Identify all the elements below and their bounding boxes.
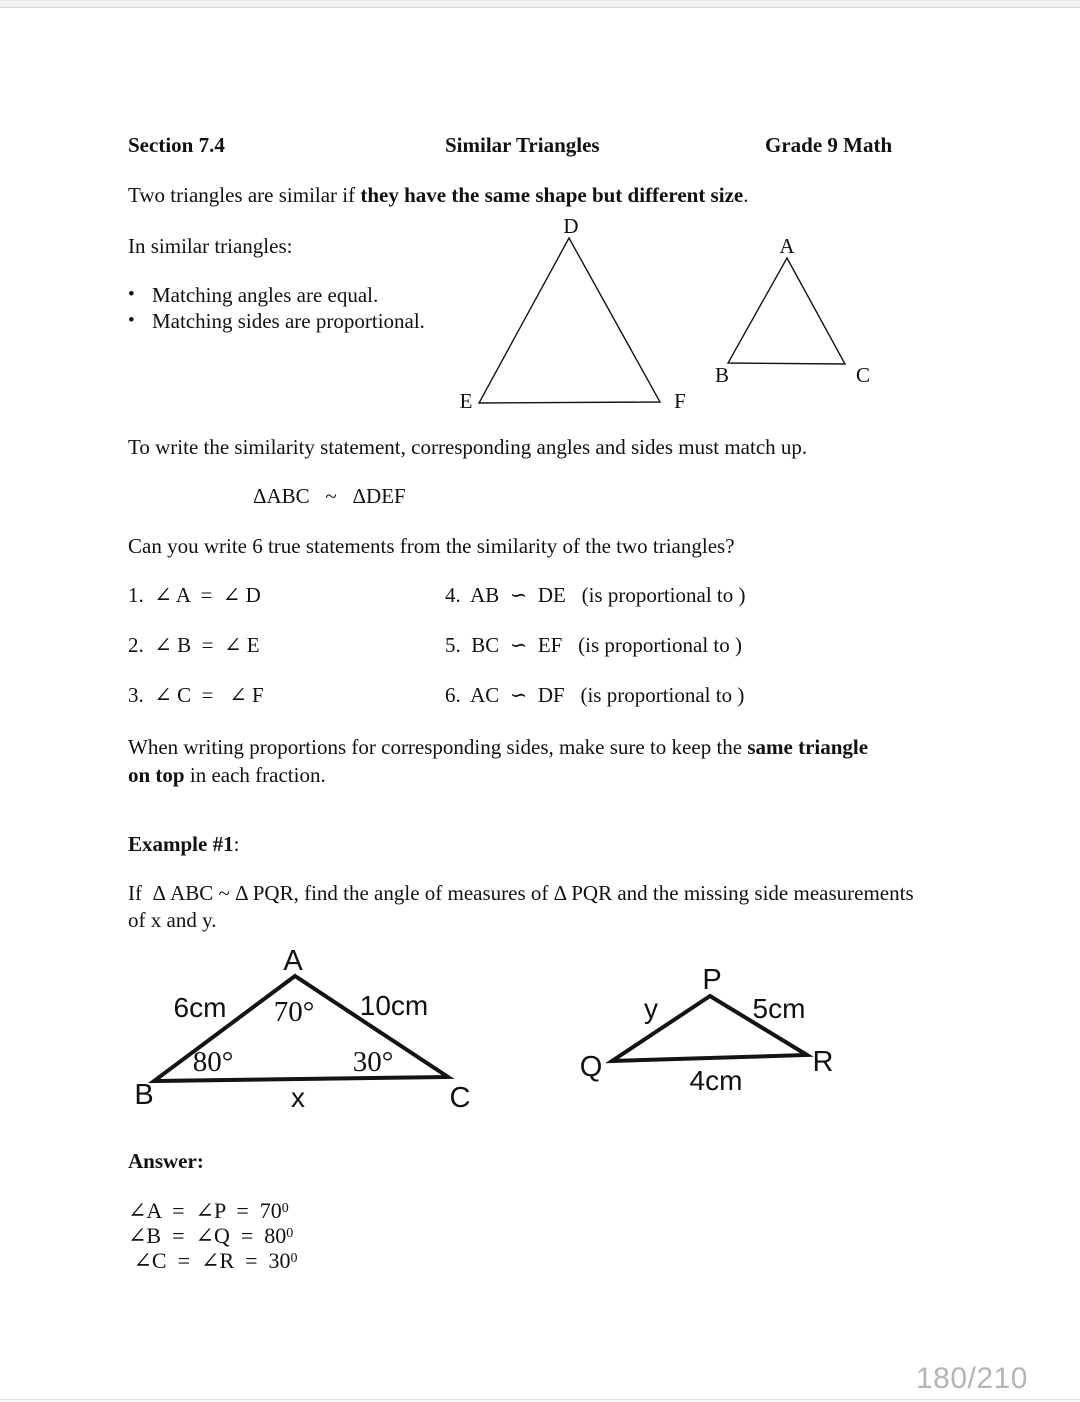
statement-5: 5. BC ∽ EF (is proportional to ) (445, 633, 743, 657)
example-heading-bold: Example #1 (128, 832, 234, 856)
statement-1: 1. ∠ A = ∠ D (128, 583, 261, 607)
answer-line-3-sup: 0 (290, 1251, 298, 1266)
bullet-text: Matching angles are equal. (152, 283, 379, 307)
vertex-label-q: Q (579, 1051, 603, 1083)
angle-label-b: 80° (192, 1046, 234, 1078)
statement-6: 6. AC ∽ DF (is proportional to ) (445, 683, 745, 707)
note-pre: When writing proportions for corresponding sides, make sure to keep the (128, 735, 748, 759)
similarity-question: Can you write 6 true statements from the similarity of the two triangles? (128, 534, 735, 558)
vertex-label-c: C (855, 363, 871, 387)
answer-line-3 (128, 1248, 298, 1273)
side-label-bc-x: x (291, 1082, 305, 1113)
statement-4: 4. AB ∽ DE (is proportional to ) (445, 583, 746, 607)
example-heading-colon: : (233, 832, 240, 856)
bullet-icon: • (128, 310, 135, 331)
example-triangle-pqr (558, 948, 868, 1103)
answer-line-2-body: ∠B = ∠Q = 80 (128, 1223, 287, 1248)
vertex-label-b: B (134, 1079, 154, 1111)
bullet-list (128, 282, 425, 334)
statement-2: 2. ∠ B = ∠ E (128, 633, 260, 657)
answer-line-1-sup: 0 (281, 1201, 289, 1216)
vertex-label-r: R (812, 1046, 834, 1078)
answer-line-1 (128, 1198, 289, 1223)
list-item (128, 282, 425, 308)
angle-label-a: 70° (273, 996, 315, 1028)
side-label-pr: 5cm (752, 993, 806, 1024)
answer-line-2 (128, 1223, 293, 1248)
answer-heading: Answer: (128, 1149, 204, 1173)
side-label-qp-y: y (644, 993, 658, 1024)
intro-sentence (128, 182, 748, 208)
example-body-line2: of x and y. (128, 908, 217, 932)
vertex-label-a: A (283, 945, 303, 977)
side-label-ab: 6cm (173, 992, 227, 1023)
note-post: in each fraction. (184, 763, 326, 787)
vertex-label-p: P (702, 964, 722, 996)
example-body (128, 880, 1008, 934)
answer-line-1-body: ∠A = ∠P = 70 (128, 1198, 282, 1223)
vertex-label-b: B (714, 363, 730, 387)
side-label-ac: 10cm (359, 990, 429, 1021)
similarity-statement: ΔABC ~ ΔDEF (253, 484, 406, 508)
vertex-label-c: C (449, 1082, 471, 1114)
page-title: Similar Triangles (445, 133, 600, 157)
answer-line-2-sup: 0 (286, 1226, 294, 1241)
example-triangle-abc (118, 943, 493, 1118)
similar-triangles-diagram (440, 210, 900, 415)
example-heading (128, 831, 239, 857)
proportion-note (128, 733, 958, 789)
intro-sentence-bold: they have the same shape but different size (360, 183, 744, 207)
vertex-label-f: F (674, 389, 686, 413)
page-indicator: 180/210 (916, 1362, 1028, 1395)
header-section-number: Section 7.4 (128, 133, 225, 157)
intro-lead: In similar triangles: (128, 234, 293, 258)
statement-3: 3. ∠ C = ∠ F (128, 683, 264, 707)
note-bold-1: same triangle (747, 735, 869, 759)
header-course: Grade 9 Math (765, 133, 893, 157)
bullet-text: Matching sides are proportional. (152, 309, 425, 333)
intro-sentence-pre: Two triangles are similar if (128, 183, 361, 207)
vertex-label-e: E (459, 389, 473, 413)
intro-sentence-post: . (743, 183, 749, 207)
similarity-instruction: To write the similarity statement, corresponding angles and sides must match up. (128, 435, 808, 459)
side-label-qr: 4cm (689, 1065, 743, 1096)
page-separator-top (0, 0, 1080, 8)
vertex-label-a: A (779, 234, 795, 258)
note-bold-2: on top (128, 763, 185, 787)
answer-line-3-body: ∠C = ∠R = 30 (128, 1248, 291, 1273)
vertex-label-d: D (563, 214, 579, 238)
bullet-icon: • (128, 284, 135, 305)
triangle-def (479, 238, 660, 403)
example-body-line1: If Δ ABC ~ Δ PQR, find the angle of measures of Δ PQR and the missing side measurements (128, 881, 914, 905)
list-item (128, 308, 425, 334)
triangle-abc (728, 258, 845, 364)
angle-label-c: 30° (352, 1046, 394, 1078)
